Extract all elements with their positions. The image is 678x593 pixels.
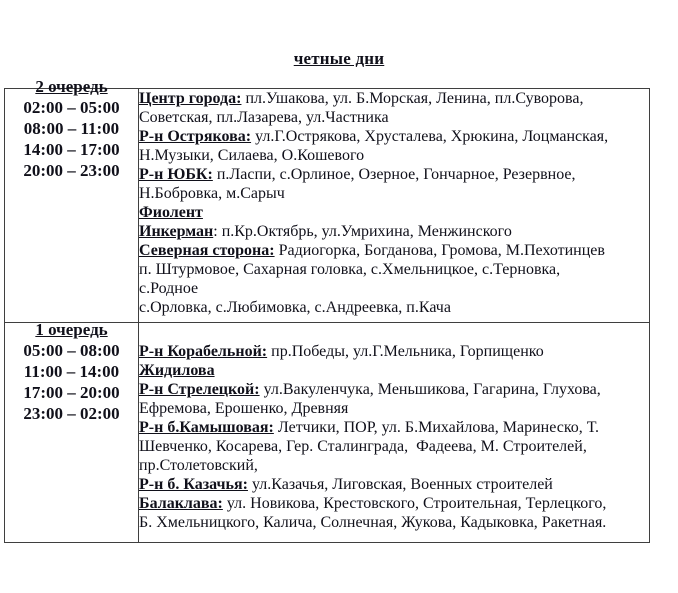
street-list: Ефремова, Ерошенко, Древняя	[139, 400, 349, 417]
queue-label: 1 очередь	[35, 320, 108, 339]
street-list: с.Орловка, с.Любимовка, с.Андреевка, п.Кача	[139, 299, 451, 316]
district-label: Балаклава:	[139, 495, 223, 512]
district-label: Центр города:	[139, 90, 242, 107]
queue-time-range: 17:00 – 20:00	[23, 383, 120, 402]
table-row	[5, 323, 650, 543]
street-list: ул.Вакуленчука, Меньшикова, Гагарина, Глухова,	[259, 381, 601, 398]
street-list: Н.Музыки, Силаева, О.Кошевого	[139, 147, 365, 164]
queue-time-range: 14:00 – 17:00	[23, 140, 120, 159]
street-list: ул.Казачья, Лиговская, Военных строителей	[247, 476, 553, 493]
street-list: пр.Победы, ул.Г.Мельника, Горпищенко	[267, 343, 544, 360]
district-label: Р-н Корабельной:	[139, 343, 268, 360]
queue-time-range: 08:00 – 11:00	[23, 119, 120, 138]
street-list: Н.Бобровка, м.Сарыч	[139, 185, 285, 202]
page-title: четные дни	[293, 49, 385, 68]
queue-time-range: 23:00 – 02:00	[23, 404, 120, 423]
schedule-table	[4, 77, 650, 543]
area-line	[139, 184, 649, 203]
district-label: Северная сторона:	[139, 242, 275, 259]
queue-schedule	[5, 319, 138, 424]
street-list: Шевченко, Косарева, Гер. Сталинграда, Фадеева, М. Строителей,	[139, 438, 587, 455]
area-line	[139, 456, 649, 475]
district-label: Р-н Острякова:	[139, 128, 252, 145]
table-row	[5, 89, 650, 323]
street-list: Летчики, ПОР, ул. Б.Михайлова, Маринеско, Т.	[273, 419, 599, 436]
street-list: ул.Г.Острякова, Хрусталева, Хрюкина, Лоцманская,	[251, 128, 609, 145]
street-list: : п.Кр.Октябрь, ул.Умрихина, Менжинского	[213, 223, 512, 240]
area-line	[139, 298, 649, 317]
area-line	[139, 260, 649, 279]
area-line	[139, 203, 649, 222]
area-line	[139, 437, 649, 456]
area-line	[139, 241, 649, 260]
street-list: п.Ласпи, с.Орлиное, Озерное, Гончарное, Резервное,	[212, 166, 576, 183]
area-line	[139, 342, 649, 361]
street-list: ул. Новикова, Крестовского, Строительная, Терлецкого,	[222, 495, 607, 512]
area-line	[139, 380, 649, 399]
street-list: пр.Столетовский,	[139, 457, 258, 474]
area-line	[139, 89, 649, 108]
queue-time-range: 02:00 – 05:00	[23, 98, 120, 117]
area-line	[139, 108, 649, 127]
district-label: Жидилова	[139, 362, 215, 379]
queue-time-range: 20:00 – 23:00	[23, 161, 120, 180]
area-line	[139, 146, 649, 165]
district-label: Фиолент	[139, 204, 203, 221]
street-list: Радиогорка, Богданова, Громова, М.Пехотинцев	[274, 242, 605, 259]
queue-label: 2 очередь	[35, 77, 108, 96]
street-list: п. Штурмовое, Сахарная головка, с.Хмельницкое, с.Терновка,	[139, 261, 561, 278]
street-list: Б. Хмельницкого, Калича, Солнечная, Жукова, Кадыковка, Ракетная.	[139, 514, 607, 531]
areas-cell	[139, 323, 650, 543]
queue-cell	[5, 320, 139, 543]
area-line	[139, 513, 649, 532]
district-label: Р-н Стрелецкой:	[139, 381, 260, 398]
area-line	[139, 399, 649, 418]
street-list: с.Родное	[139, 280, 199, 297]
queue-schedule	[5, 76, 138, 181]
schedule-table-body	[5, 77, 650, 543]
queue-time-range: 05:00 – 08:00	[23, 341, 120, 360]
district-label: Р-н б.Камышовая:	[139, 419, 274, 436]
area-line	[139, 222, 649, 241]
area-line	[139, 475, 649, 494]
district-label: Р-н ЮБК:	[139, 166, 213, 183]
queue-time-range: 11:00 – 14:00	[23, 362, 120, 381]
queue-cell	[5, 77, 139, 323]
area-line	[139, 494, 649, 513]
area-line	[139, 361, 649, 380]
area-line	[139, 165, 649, 184]
street-list: пл.Ушакова, ул. Б.Морская, Ленина, пл.Суворова,	[241, 90, 584, 107]
blank-line	[139, 323, 649, 342]
area-line	[139, 279, 649, 298]
area-line	[139, 418, 649, 437]
area-line	[139, 127, 649, 146]
areas-cell	[139, 89, 650, 323]
street-list: Советская, пл.Лазарева, ул.Частника	[139, 109, 389, 126]
district-label: Инкерман	[139, 223, 214, 240]
district-label: Р-н б. Казачья:	[139, 476, 248, 493]
